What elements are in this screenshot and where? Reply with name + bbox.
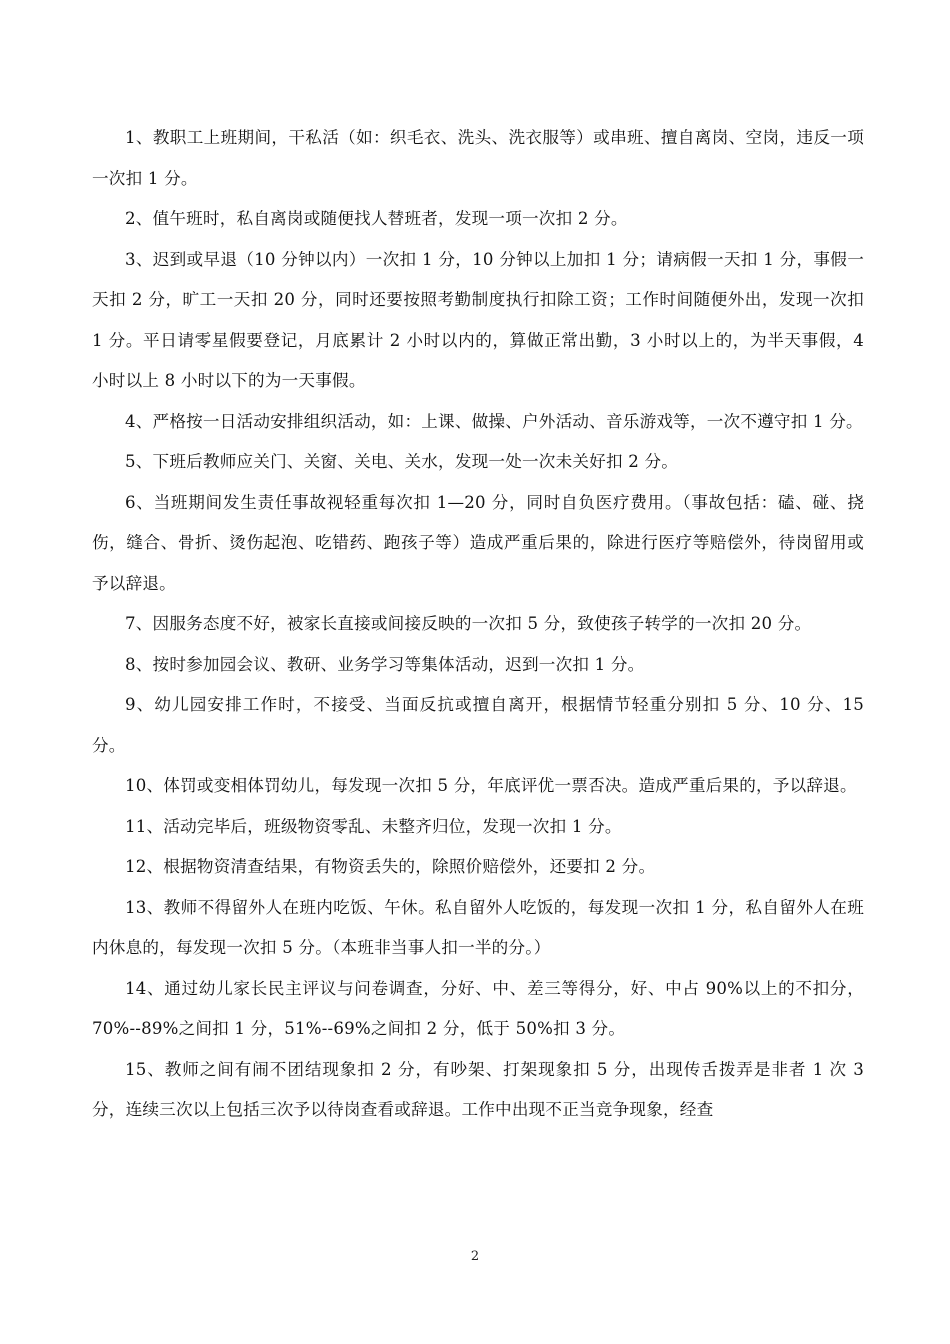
rule-paragraph-4: 4、严格按一日活动安排组织活动，如：上课、做操、户外活动、音乐游戏等，一次不遵守扣 1 分。 — [125, 411, 863, 431]
rule-paragraph-9: 9、幼儿园安排工作时，不接受、当面反抗或擅自离开，根据情节轻重分别扣 5 分、10 分、15 分。 — [92, 695, 864, 755]
rule-paragraph-2: 2、值午班时，私自离岗或随便找人替班者，发现一项一次扣 2 分。 — [125, 209, 628, 228]
page-number: 2 — [470, 1249, 480, 1264]
rule-paragraph-8: 8、按时参加园会议、教研、业务学习等集体活动，迟到一次扣 1 分。 — [125, 654, 645, 674]
rule-paragraph-12: 12、根据物资清查结果，有物资丢失的，除照价赔偿外，还要扣 2 分。 — [125, 857, 656, 876]
rule-paragraph-7: 7、因服务态度不好，被家长直接或间接反映的一次扣 5 分，致使孩子转学的一次扣 20 分。 — [125, 614, 812, 633]
rule-paragraph-10: 10、体罚或变相体罚幼儿，每发现一次扣 5 分，年底评优一票否决。造成严重后果的，予以辞退。 — [125, 776, 857, 795]
rule-paragraph-1: 1、教职工上班期间，干私活（如：织毛衣、洗头、洗衣服等）或串班、擅自离岗、空岗，违反一项一次扣 1 分。 — [92, 128, 864, 188]
rule-paragraph-14: 14、通过幼儿家长民主评议与问卷调查，分好、中、差三等得分，好、中占 90%以上的不扣分，70%--89%之间扣 1 分，51%--69%之间扣 2 分，低于 50%扣 3 分。 — [92, 978, 864, 1038]
rule-paragraph-11: 11、活动完毕后，班级物资零乱、未整齐归位，发现一次扣 1 分。 — [125, 816, 622, 836]
rule-paragraph-3: 3、迟到或早退（10 分钟以内）一次扣 1 分，10 分钟以上加扣 1 分；请病假一天扣 1 分，事假一天扣 2 分，旷工一天扣 20 分，同时还要按照考勤制度执行扣除工资；工作时间随便外出，发现一次扣 1 分。平日请零星假要登记，月底累计 2 小时以内的，算做正常出勤，3 小时以上的，为半天事假，4 小时以上 8 小时以下的为一天事假。 — [92, 249, 864, 390]
document-body — [92, 118, 864, 1131]
rule-paragraph-5: 5、下班后教师应关门、关窗、关电、关水，发现一处一次未关好扣 2 分。 — [125, 452, 679, 471]
rule-paragraph-13: 13、教师不得留外人在班内吃饭、午休。私自留外人吃饭的，每发现一次扣 1 分，私自留外人在班内休息的，每发现一次扣 5 分。（本班非当事人扣一半的分。） — [92, 897, 864, 957]
rule-paragraph-15: 15、教师之间有闹不团结现象扣 2 分，有吵架、打架现象扣 5 分，出现传舌拨弄是非者 1 次 3 分，连续三次以上包括三次予以待岗查看或辞退。工作中出现不正当竞争现象，经查 — [92, 1059, 864, 1119]
rule-paragraph-6: 6、当班期间发生责任事故视轻重每次扣 1—20 分，同时自负医疗费用。（事故包括：磕、碰、挠伤，缝合、骨折、烫伤起泡、吃错药、跑孩子等）造成严重后果的，除进行医疗等赔偿外，待岗留用或予以辞退。 — [92, 492, 864, 593]
